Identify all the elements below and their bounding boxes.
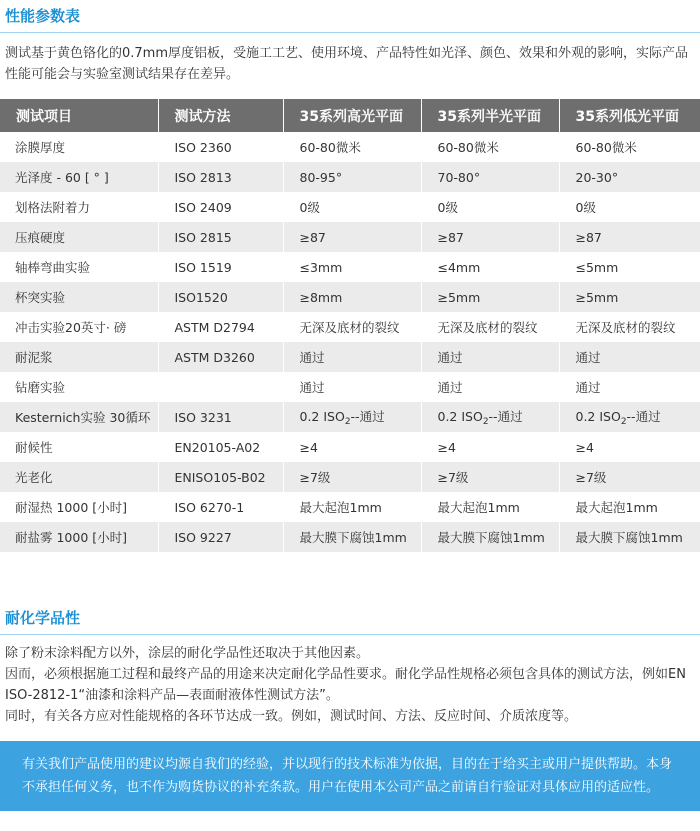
table-cell: 通过 <box>283 372 421 402</box>
table-cell: 60-80微米 <box>559 132 700 162</box>
table-cell: 最大起泡1mm <box>283 492 421 522</box>
table-cell: ≥4 <box>559 432 700 462</box>
table-cell: 光泽度 - 60 [ ° ] <box>0 162 158 192</box>
table-cell: ISO 9227 <box>158 522 283 552</box>
table-cell: 无深及底材的裂纹 <box>283 312 421 342</box>
table-cell: ≥4 <box>421 432 559 462</box>
table-row <box>0 522 700 552</box>
table-cell: 划格法附着力 <box>0 192 158 222</box>
table-cell: ≥8mm <box>283 282 421 312</box>
table-cell: 70-80° <box>421 162 559 192</box>
table-cell: 60-80微米 <box>283 132 421 162</box>
table-cell: ISO 2409 <box>158 192 283 222</box>
table-cell: 涂膜厚度 <box>0 132 158 162</box>
table-cell: 通过 <box>421 342 559 372</box>
table-cell: 20-30° <box>559 162 700 192</box>
table-cell: 80-95° <box>283 162 421 192</box>
table-cell: 最大起泡1mm <box>559 492 700 522</box>
table-cell: ≥87 <box>421 222 559 252</box>
table-cell: EN20105-A02 <box>158 432 283 462</box>
table-cell: 最大起泡1mm <box>421 492 559 522</box>
table-cell: ENISO105-B02 <box>158 462 283 492</box>
table-row <box>0 252 700 282</box>
table-cell: 0.2 $ISO_2--$通过 <box>421 402 559 432</box>
table-cell: ISO 3231 <box>158 402 283 432</box>
table-cell: ≥5mm <box>559 282 700 312</box>
table-header-row <box>0 99 700 132</box>
table-cell: ≥5mm <box>421 282 559 312</box>
table-row <box>0 192 700 222</box>
table-cell: 压痕硬度 <box>0 222 158 252</box>
table-cell: 无深及底材的裂纹 <box>559 312 700 342</box>
table-cell: ISO1520 <box>158 282 283 312</box>
chemical-line: 同时，有关各方应对性能规格的各环节达成一致。例如，测试时间、方法、反应时间、介质浓度等。 <box>5 709 578 724</box>
table-cell: 无深及底材的裂纹 <box>421 312 559 342</box>
table-cell: ≤3mm <box>283 252 421 282</box>
table-row <box>0 432 700 462</box>
table-cell: 0级 <box>559 192 700 222</box>
table-cell: 0级 <box>421 192 559 222</box>
table-cell: 杯突实验 <box>0 282 158 312</box>
intro-paragraph: 测试基于黄色铬化的0.7mm厚度铝板，受施工工艺、使用环境、产品特性如光泽、颜色、效果和外观的影响，实际产品性能可能会与实验室测试结果存在差异。 <box>5 46 689 82</box>
table-cell: ≤5mm <box>559 252 700 282</box>
header-test-item: 测试项目 <box>0 99 158 132</box>
header-high-gloss: 35系列高光平面 <box>283 99 421 132</box>
performance-table <box>0 99 700 552</box>
table-cell: 耐湿热 1000 [小时] <box>0 492 158 522</box>
table-cell: ≤4mm <box>421 252 559 282</box>
header-test-method: 测试方法 <box>158 99 283 132</box>
table-cell: 最大膜下腐蚀1mm <box>559 522 700 552</box>
chemical-paragraph <box>0 635 700 727</box>
table-cell: 光老化 <box>0 462 158 492</box>
table-row <box>0 372 700 402</box>
table-cell: ISO 6270-1 <box>158 492 283 522</box>
disclaimer-notice: 有关我们产品使用的建议均源自我们的经验，并以现行的技术标准为依据，目的在于给买主或用户提供帮助。本身不承担任何义务，也不作为购货协议的补充条款。用户在使用本公司产品之前请自行验证对具体应用的适应性。 <box>0 741 700 811</box>
table-cell: ≥4 <box>283 432 421 462</box>
table-cell: ISO 2360 <box>158 132 283 162</box>
table-cell: 0级 <box>283 192 421 222</box>
table-row <box>0 462 700 492</box>
table-cell: ASTM D3260 <box>158 342 283 372</box>
table-cell: 耐候性 <box>0 432 158 462</box>
table-row <box>0 282 700 312</box>
table-cell: 钻磨实验 <box>0 372 158 402</box>
table-cell: ≥7级 <box>421 462 559 492</box>
table-row <box>0 312 700 342</box>
table-cell: ≥87 <box>283 222 421 252</box>
table-cell: 通过 <box>559 372 700 402</box>
table-cell: 最大膜下腐蚀1mm <box>421 522 559 552</box>
table-cell: ≥7级 <box>283 462 421 492</box>
table-cell: ISO 2815 <box>158 222 283 252</box>
table-cell: 耐泥浆 <box>0 342 158 372</box>
section-chemical-resistance <box>0 602 700 727</box>
table-cell: 通过 <box>559 342 700 372</box>
header-semi-gloss: 35系列半光平面 <box>421 99 559 132</box>
table-cell: 最大膜下腐蚀1mm <box>283 522 421 552</box>
header-low-gloss: 35系列低光平面 <box>559 99 700 132</box>
table-row <box>0 162 700 192</box>
table-cell <box>158 372 283 402</box>
table-row <box>0 492 700 522</box>
table-cell: ISO 1519 <box>158 252 283 282</box>
table-cell: ≥87 <box>559 222 700 252</box>
table-cell: ≥7级 <box>559 462 700 492</box>
table-cell: 通过 <box>283 342 421 372</box>
section-title-chemical: 耐化学品性 <box>0 602 700 635</box>
table-cell: ASTM D2794 <box>158 312 283 342</box>
table-cell: ISO 2813 <box>158 162 283 192</box>
table-cell: Kesternich实验 30循环 <box>0 402 158 432</box>
table-cell: 耐盐雾 1000 [小时] <box>0 522 158 552</box>
table-row <box>0 132 700 162</box>
section-title-performance: 性能参数表 <box>0 0 700 33</box>
table-cell: 60-80微米 <box>421 132 559 162</box>
table-row <box>0 342 700 372</box>
table-row <box>0 402 700 432</box>
table-cell: 0.2 $ISO_2--$通过 <box>559 402 700 432</box>
table-cell: 通过 <box>421 372 559 402</box>
table-row <box>0 222 700 252</box>
table-cell: 冲击实验20英寸· 磅 <box>0 312 158 342</box>
table-cell: 轴棒弯曲实验 <box>0 252 158 282</box>
table-cell: 0.2 $ISO_2--$通过 <box>283 402 421 432</box>
chemical-line: 除了粉末涂料配方以外，涂层的耐化学品性还取决于其他因素。 <box>5 646 370 661</box>
chemical-line: 因而，必须根据施工过程和最终产品的用途来决定耐化学品性要求。耐化学品性规格必须包含具体的测试方法，例如EN ISO-2812-1“油漆和涂料产品—表面耐液体性测试方法”。 <box>5 667 686 703</box>
